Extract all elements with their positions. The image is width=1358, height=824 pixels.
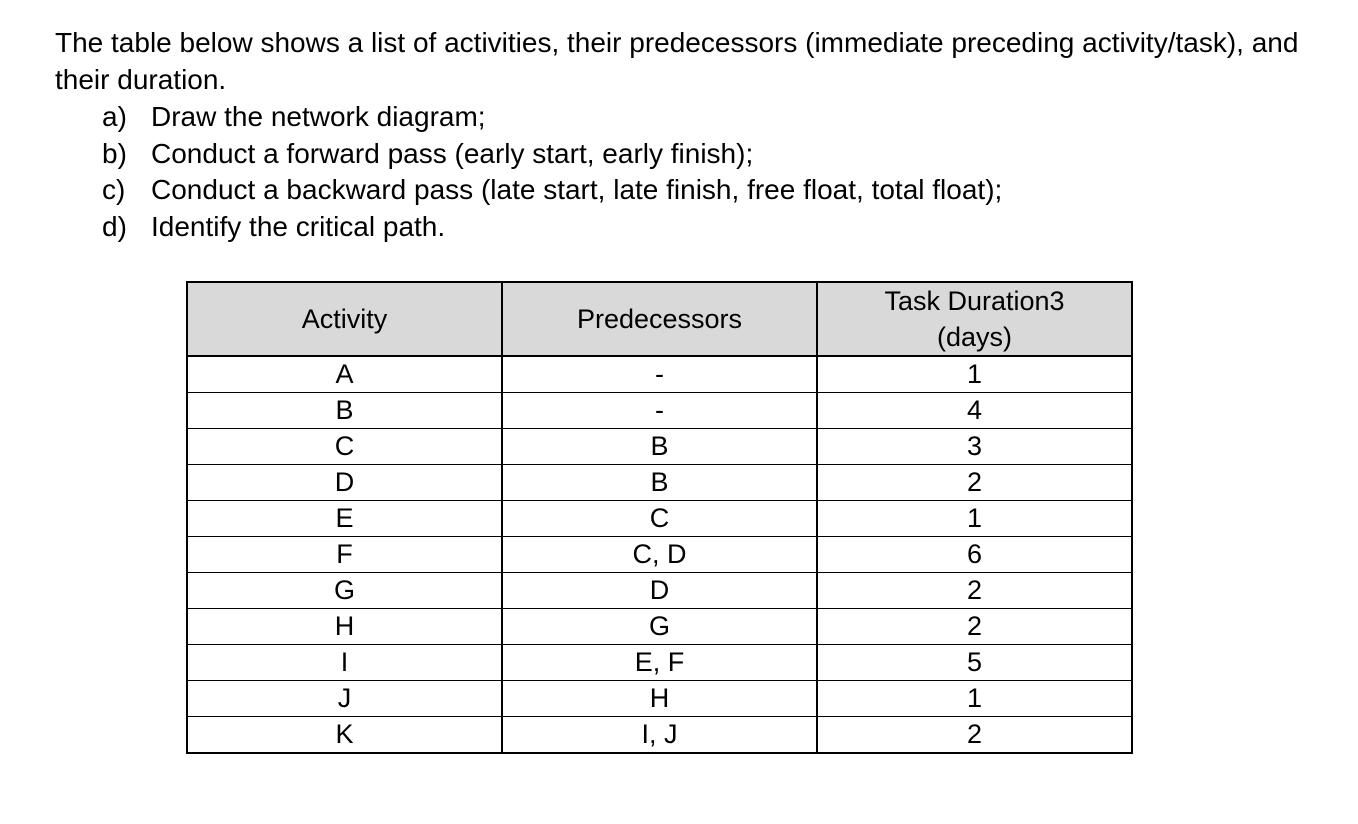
task-marker: c) bbox=[102, 174, 126, 205]
task-marker: b) bbox=[102, 137, 127, 169]
cell-activity: A bbox=[187, 356, 502, 393]
task-text: Conduct a backward pass (late start, late finish, free float, total float); bbox=[151, 174, 1003, 205]
cell-activity: J bbox=[187, 681, 502, 717]
cell-duration: 1 bbox=[817, 501, 1132, 537]
task-item bbox=[102, 99, 1002, 136]
cell-duration: 2 bbox=[817, 465, 1132, 501]
cell-duration: 4 bbox=[817, 393, 1132, 429]
cell-predecessors: B bbox=[502, 429, 817, 465]
cell-duration: 1 bbox=[817, 356, 1132, 393]
cell-predecessors: B bbox=[502, 465, 817, 501]
cell-predecessors: E, F bbox=[502, 645, 817, 681]
cell-duration: 2 bbox=[817, 609, 1132, 645]
task-item bbox=[102, 136, 1002, 173]
cell-activity: H bbox=[187, 609, 502, 645]
task-text: Draw the network diagram; bbox=[151, 101, 486, 132]
table-header-row bbox=[187, 282, 1132, 356]
intro-text: The table below shows a list of activities, their predecessors (immediate preceding activity/task), and their duration. bbox=[55, 27, 1299, 95]
header-duration bbox=[817, 282, 1132, 356]
cell-duration: 5 bbox=[817, 645, 1132, 681]
table-row bbox=[187, 645, 1132, 681]
cell-activity: K bbox=[187, 717, 502, 754]
cell-activity: B bbox=[187, 393, 502, 429]
task-item bbox=[102, 172, 1002, 209]
cell-activity: D bbox=[187, 465, 502, 501]
task-marker: d) bbox=[102, 210, 127, 242]
cell-predecessors: - bbox=[502, 356, 817, 393]
table-row bbox=[187, 501, 1132, 537]
header-duration-line1: Task Duration3 bbox=[884, 286, 1065, 316]
cell-activity: C bbox=[187, 429, 502, 465]
table-row bbox=[187, 356, 1132, 393]
table-row bbox=[187, 609, 1132, 645]
cell-duration: 2 bbox=[817, 573, 1132, 609]
cell-duration: 6 bbox=[817, 537, 1132, 573]
activity-table bbox=[186, 281, 1133, 754]
cell-predecessors: I, J bbox=[502, 717, 817, 754]
cell-duration: 3 bbox=[817, 429, 1132, 465]
table-row bbox=[187, 717, 1132, 754]
header-activity: Activity bbox=[187, 282, 502, 356]
table-row bbox=[187, 573, 1132, 609]
table-row bbox=[187, 537, 1132, 573]
cell-predecessors: G bbox=[502, 609, 817, 645]
task-text: Conduct a forward pass (early start, early finish); bbox=[151, 137, 754, 169]
table-row bbox=[187, 393, 1132, 429]
cell-predecessors: - bbox=[502, 393, 817, 429]
cell-duration: 2 bbox=[817, 717, 1132, 754]
task-list bbox=[102, 99, 1002, 245]
cell-predecessors: C, D bbox=[502, 537, 817, 573]
cell-duration: 1 bbox=[817, 681, 1132, 717]
cell-activity: F bbox=[187, 537, 502, 573]
header-predecessors: Predecessors bbox=[502, 282, 817, 356]
table-row bbox=[187, 681, 1132, 717]
table-row bbox=[187, 429, 1132, 465]
cell-predecessors: D bbox=[502, 573, 817, 609]
table-body bbox=[187, 356, 1132, 753]
cell-activity: I bbox=[187, 645, 502, 681]
task-marker: a) bbox=[102, 101, 127, 132]
cell-activity: G bbox=[187, 573, 502, 609]
table-row bbox=[187, 465, 1132, 501]
task-text: Identify the critical path. bbox=[151, 210, 446, 242]
cell-predecessors: C bbox=[502, 501, 817, 537]
cell-predecessors: H bbox=[502, 681, 817, 717]
task-item bbox=[102, 209, 1002, 246]
header-duration-line2: (days) bbox=[936, 322, 1012, 352]
cell-activity: E bbox=[187, 501, 502, 537]
